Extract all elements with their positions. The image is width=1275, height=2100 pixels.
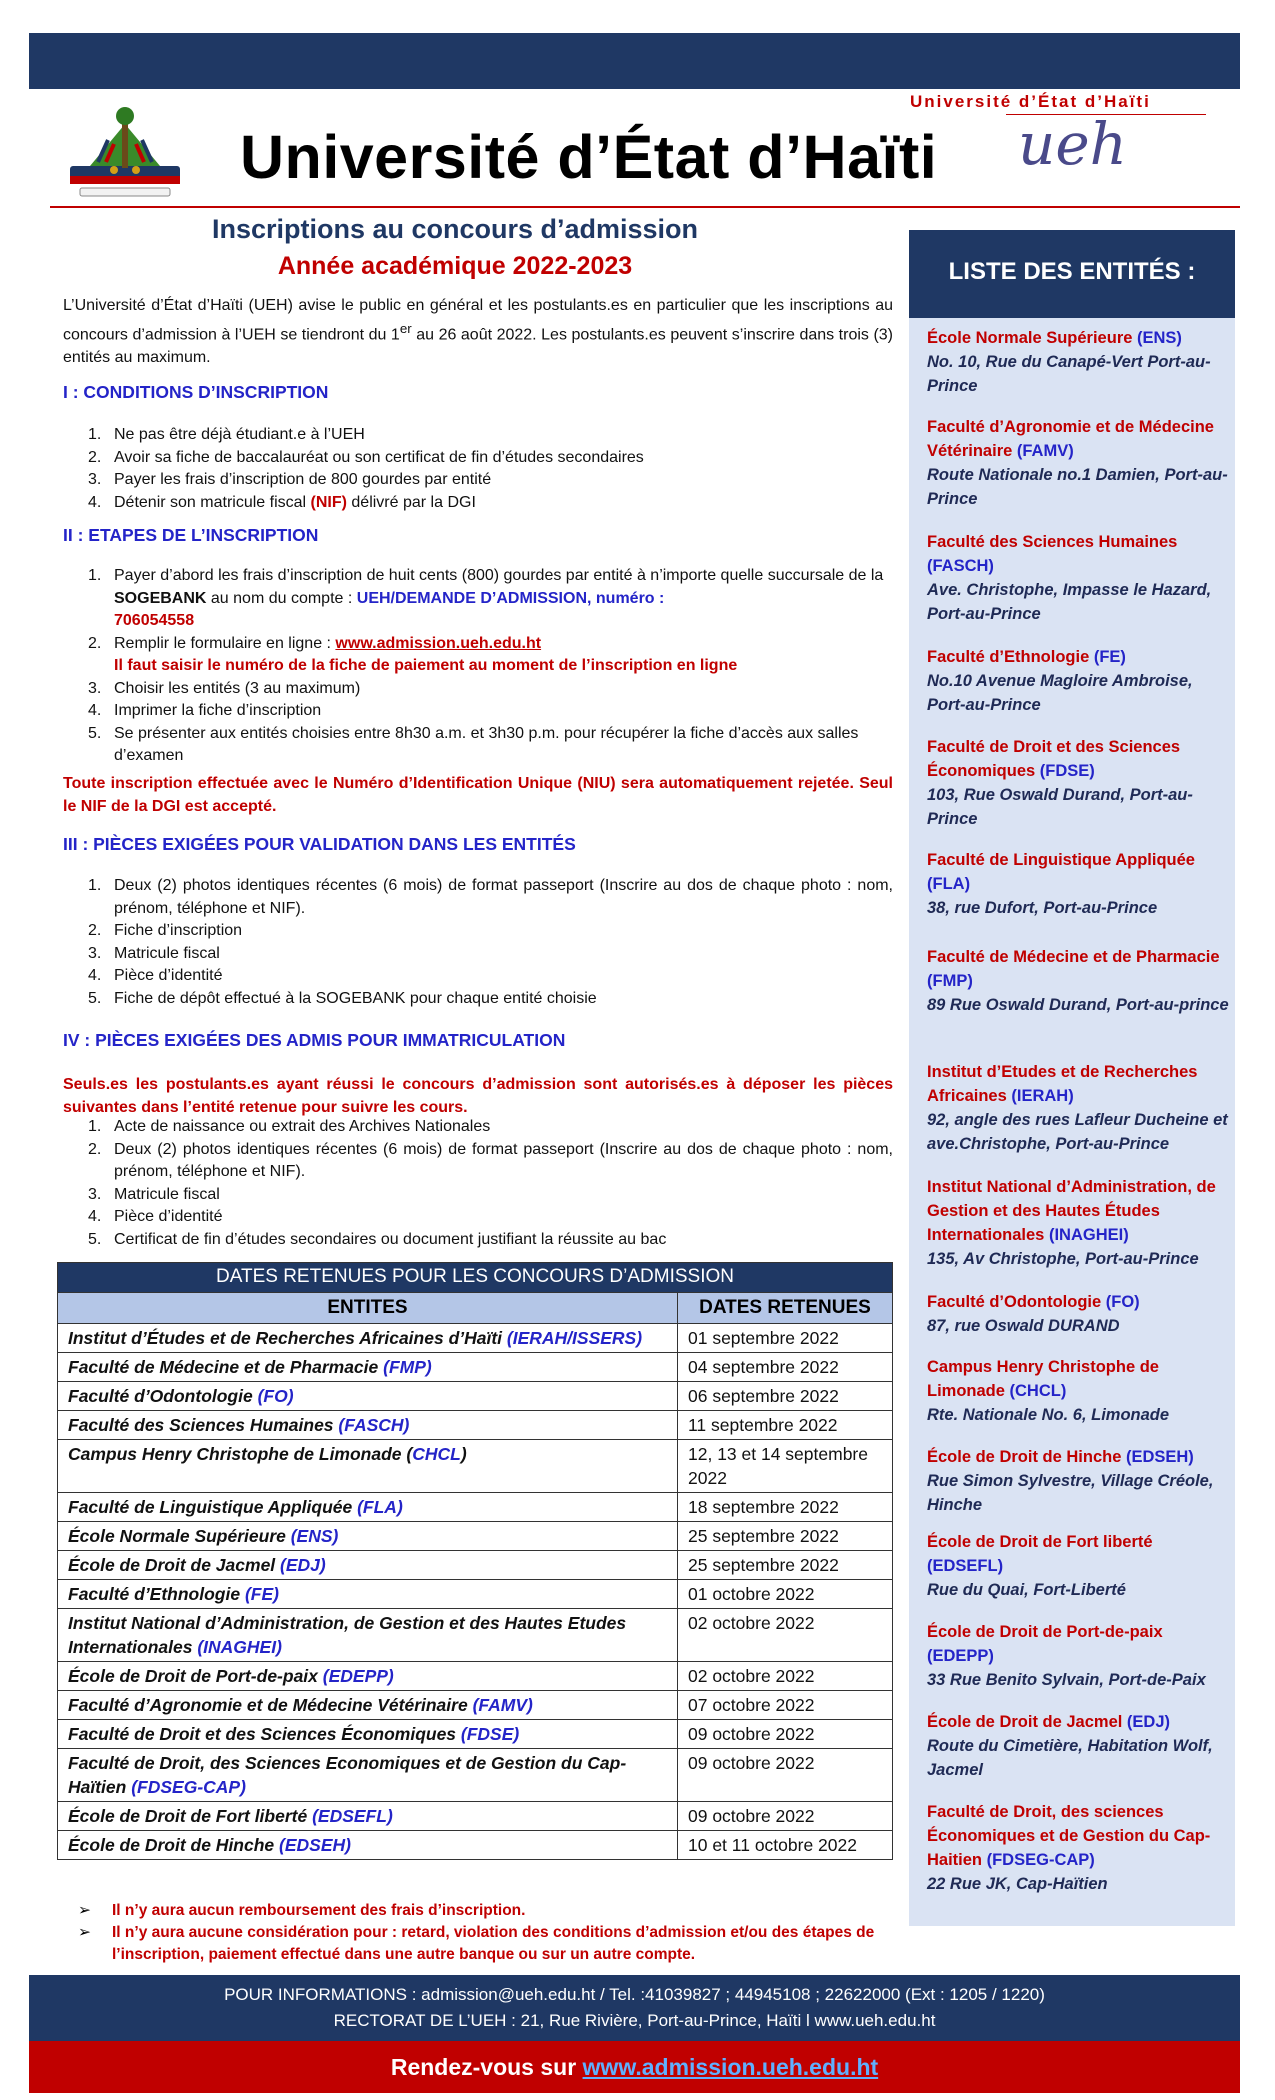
list-item: 2. Deux (2) photos identiques récentes (6 mois) de format passeport (Inscrire au dos de chaque photo : nom, prénom, téléphone et NIF).: [88, 1140, 893, 1180]
entity-entry: École de Droit de Port-de-paix (EDEPP) 33 Rue Benito Sylvain, Port-de-Paix: [927, 1623, 1206, 1689]
list-item: 2. Remplir le formulaire en ligne : www.admission.ueh.edu.ht Il faut saisir le numéro de la fiche de paiement au moment de l’inscription en ligne: [88, 634, 738, 674]
sidebar-title: LISTE DES ENTITÉS :: [909, 230, 1235, 318]
list-item: 4. Pièce d’identité: [88, 967, 223, 984]
table-row: [58, 1551, 893, 1580]
table-row: [58, 1324, 893, 1353]
entity-entry: Institut d’Etudes et de Recherches Africaines (IERAH) 92, angle des rues Lafleur Ducheine et ave.Christophe, Port-au-Prince: [927, 1063, 1228, 1153]
entity-entry: Faculté d’Odontologie (FO) 87, rue Oswald DURAND: [927, 1293, 1140, 1335]
university-title: Université d’État d’Haïti: [240, 123, 938, 191]
table-row: [58, 1493, 893, 1522]
contact-line: POUR INFORMATIONS : admission@ueh.edu.ht / Tel. :41039827 ; 44945108 ; 22622000 (Ext : 1205 / 1220): [224, 1985, 1045, 2004]
intro-paragraph: [63, 294, 893, 369]
section-1-title: I : CONDITIONS D’INSCRIPTION: [63, 382, 329, 402]
note-item: ➢ Il n’y aura aucune considération pour : retard, violation des conditions d’admission et/ou des étapes de l’inscription, paiement effectué dans une autre banque ou sur un autre compte.: [78, 1924, 875, 1963]
table-row: [58, 1691, 893, 1720]
date-cell: 09 octobre 2022: [678, 1802, 893, 1831]
intro-text-2: au 26 août 2022. Les postulants.es peuvent s’inscrire dans trois (3) entités au maximum.: [63, 326, 893, 367]
list-item: 1. Deux (2) photos identiques récentes (6 mois) de format passeport (Inscrire au dos de chaque photo : nom, prénom, téléphone et NIF).: [88, 877, 893, 917]
table-row: [58, 1353, 893, 1382]
date-cell: 01 octobre 2022: [678, 1580, 893, 1609]
entity-cell: Faculté des Sciences Humaines (FASCH): [58, 1411, 678, 1440]
list-item: 4. Pièce d’identité: [88, 1208, 223, 1225]
entity-cell: Campus Henry Christophe de Limonade (CHCL): [58, 1440, 678, 1493]
date-cell: 02 octobre 2022: [678, 1662, 893, 1691]
academic-year: Année académique 2022-2023: [277, 252, 633, 280]
ueh-logo: [906, 92, 1216, 202]
steps-list: [88, 565, 888, 768]
dates-table: [57, 1262, 893, 1860]
note-item: ➢ Il n’y aura aucun remboursement des frais d’inscription.: [78, 1900, 898, 1922]
entity-cell: Faculté de Droit, des Sciences Economiques et de Gestion du Cap-Haïtien (FDSEG-CAP): [58, 1749, 678, 1802]
section-3-title: III : PIÈCES EXIGÉES POUR VALIDATION DANS LES ENTITÉS: [63, 834, 576, 854]
list-item: 5. Se présenter aux entités choisies entre 8h30 a.m. et 3h30 p.m. pour récupérer la fiche d’accès aux salles d’examen: [88, 724, 859, 764]
list-item: 4. Imprimer la fiche d’inscription: [88, 702, 322, 719]
entity-cell: École de Droit de Fort liberté (EDSEFL): [58, 1802, 678, 1831]
date-cell: 25 septembre 2022: [678, 1522, 893, 1551]
entity-cell: École de Droit de Jacmel (EDJ): [58, 1551, 678, 1580]
section-4-title: IV : PIÈCES EXIGÉES DES ADMIS POUR IMMATRICULATION: [63, 1030, 566, 1050]
entity-entry: École de Droit de Jacmel (EDJ) Route du Cimetière, Habitation Wolf, Jacmel: [927, 1713, 1213, 1779]
entity-entry: Campus Henry Christophe de Limonade (CHCL) Rte. Nationale No. 6, Limonade: [927, 1358, 1170, 1424]
table-row: [58, 1662, 893, 1691]
table-row: [58, 1411, 893, 1440]
page-heading: Inscriptions au concours d’admission: [211, 214, 699, 244]
table-row: [58, 1382, 893, 1411]
entity-cell: Faculté de Médecine et de Pharmacie (FMP): [58, 1353, 678, 1382]
list-item: 1. Acte de naissance ou extrait des Archives Nationales: [88, 1118, 491, 1135]
list-item: 3. Matricule fiscal: [88, 1185, 220, 1203]
niu-warning: Toute inscription effectuée avec le Numéro d’Identification Unique (NIU) sera automatiquement rejetée. Seul le NIF de la DGI est accepté.: [63, 775, 893, 815]
table-row: [58, 1609, 893, 1662]
entity-cell: Institut d’Études et de Recherches Africaines d’Haïti (IERAH/ISSERS): [58, 1324, 678, 1353]
date-cell: 01 septembre 2022: [678, 1324, 893, 1353]
entity-entry: Faculté de Linguistique Appliquée (FLA) 38, rue Dufort, Port-au-Prince: [927, 851, 1195, 917]
list-item: 3. Choisir les entités (3 au maximum): [88, 679, 361, 697]
list-item: 5. Fiche de dépôt effectué à la SOGEBANK pour chaque entité choisie: [88, 989, 597, 1007]
date-cell: 04 septembre 2022: [678, 1353, 893, 1382]
table-row: [58, 1720, 893, 1749]
table-caption: DATES RETENUES POUR LES CONCOURS D’ADMISSION: [58, 1263, 893, 1293]
arrow-bullet-icon: ➢: [78, 1902, 91, 1919]
entity-entry: Faculté d’Agronomie et de Médecine Vétérinaire (FAMV) Route Nationale no.1 Damien, Port-au-Prince: [927, 418, 1228, 508]
cta-bar: [29, 2041, 1240, 2093]
entity-cell: Faculté de Droit et des Sciences Économiques (FDSE): [58, 1720, 678, 1749]
list-item: 1. Ne pas être déjà étudiant.e à l’UEH: [88, 426, 365, 443]
list-item: 1. Payer d’abord les frais d’inscription de huit cents (800) gourdes par entité à n’importe quelle succursale de la SOGEBANK au nom du compte : UEH/DEMANDE D’ADMISSION, numéro : 706054558: [88, 567, 884, 629]
entity-entry: Faculté des Sciences Humaines (FASCH) Ave. Christophe, Impasse le Hazard, Port-au-Prince: [927, 533, 1212, 623]
date-cell: 11 septembre 2022: [678, 1411, 893, 1440]
column-header-entities: ENTITES: [58, 1293, 678, 1324]
entity-cell: Faculté d’Ethnologie (FE): [58, 1580, 678, 1609]
entity-entry: École de Droit de Hinche (EDSEH) Rue Simon Sylvestre, Village Créole, Hinche: [927, 1448, 1214, 1514]
entity-entry: Faculté de Médecine et de Pharmacie (FMP) 89 Rue Oswald Durand, Port-au-prince: [927, 948, 1229, 1014]
admission-site-link[interactable]: www.admission.ueh.edu.ht: [582, 2054, 879, 2080]
date-cell: 10 et 11 octobre 2022: [678, 1831, 893, 1860]
intro-text-1: L’Université d’État d’Haïti (UEH) avise le public en général et les postulants.es en particulier que les inscriptions au concours d’admission à l’UEH se tiendront du 1: [63, 297, 893, 344]
date-cell: 18 septembre 2022: [678, 1493, 893, 1522]
table-row: [58, 1580, 893, 1609]
date-cell: 07 octobre 2022: [678, 1691, 893, 1720]
list-item: 4. Détenir son matricule fiscal (NIF) délivré par la DGI: [88, 493, 476, 511]
validation-list: [88, 875, 893, 1010]
haiti-coat-of-arms-icon: [50, 104, 200, 204]
section-2-title: II : ETAPES DE L’INSCRIPTION: [63, 525, 319, 545]
list-item: 3. Payer les frais d’inscription de 800 gourdes par entité: [88, 471, 492, 488]
list-item: 5. Certificat de fin d’études secondaires ou document justifiant la réussite au bac: [88, 1230, 667, 1248]
table-row: [58, 1440, 893, 1493]
entity-entry: Faculté d’Ethnologie (FE) No.10 Avenue Magloire Ambroise, Port-au-Prince: [927, 648, 1193, 714]
table-row: [58, 1831, 893, 1860]
intro-sup: er: [399, 321, 412, 336]
conditions-list: [88, 424, 888, 514]
cta-text: Rendez-vous sur: [390, 2054, 583, 2080]
date-cell: 02 octobre 2022: [678, 1609, 893, 1662]
entity-cell: Faculté de Linguistique Appliquée (FLA): [58, 1493, 678, 1522]
entity-cell: École Normale Supérieure (ENS): [58, 1522, 678, 1551]
arrow-bullet-icon: ➢: [78, 1924, 91, 1941]
table-row: [58, 1749, 893, 1802]
contact-footer: [29, 1975, 1240, 2041]
entity-cell: Institut National d’Administration, de Gestion et des Hautes Etudes Internationales (INAGHEI): [58, 1609, 678, 1662]
list-item: 2. Avoir sa fiche de baccalauréat ou son certificat de fin d’études secondaires: [88, 448, 644, 466]
date-cell: 09 octobre 2022: [678, 1720, 893, 1749]
date-cell: 09 octobre 2022: [678, 1749, 893, 1802]
address-line: RECTORAT DE L’UEH : 21, Rue Rivière, Port-au-Prince, Haïti l www.ueh.edu.ht: [333, 2011, 936, 2030]
immatriculation-intro: Seuls.es les postulants.es ayant réussi le concours d’admission sont autorisés.es à déposer les pièces suivantes dans l’entité retenue pour suivre les cours.: [63, 1076, 893, 1116]
table-row: [58, 1802, 893, 1831]
logo-mark: ueh: [1018, 110, 1128, 178]
list-item: 2. Fiche d’inscription: [88, 922, 243, 939]
top-banner: [29, 33, 1240, 89]
entity-entry: Institut National d’Administration, de Gestion et des Hautes Études Internationales (INAGHEI) 135, Av Christophe, Port-au-Prince: [927, 1178, 1216, 1268]
entity-entry: Faculté de Droit et des Sciences Économiques (FDSE) 103, Rue Oswald Durand, Port-au-Prince: [927, 738, 1193, 828]
entity-cell: École de Droit de Port-de-paix (EDEPP): [58, 1662, 678, 1691]
logo-text: Université d’État d’Haïti: [910, 92, 1151, 111]
entity-entry: École Normale Supérieure (ENS) No. 10, Rue du Canapé-Vert Port-au-Prince: [927, 329, 1211, 395]
date-cell: 12, 13 et 14 septembre 2022: [678, 1440, 893, 1493]
admission-link[interactable]: www.admission.ueh.edu.ht: [335, 634, 542, 652]
column-header-dates: DATES RETENUES: [678, 1293, 893, 1324]
entity-cell: École de Droit de Hinche (EDSEH): [58, 1831, 678, 1860]
date-cell: 25 septembre 2022: [678, 1551, 893, 1580]
title-divider: [50, 206, 1240, 208]
immatriculation-list: [88, 1116, 893, 1251]
entity-entry: École de Droit de Fort liberté (EDSEFL) Rue du Quai, Fort-Liberté: [927, 1533, 1153, 1599]
entity-cell: Faculté d’Agronomie et de Médecine Vétérinaire (FAMV): [58, 1691, 678, 1720]
table-row: [58, 1522, 893, 1551]
notes: [78, 1900, 898, 1966]
list-item: 3. Matricule fiscal: [88, 944, 220, 962]
entity-entry: Faculté de Droit, des sciences Économiques et de Gestion du Cap-Haitien (FDSEG-CAP) 22 Rue JK, Cap-Haïtien: [927, 1803, 1211, 1893]
entity-cell: Faculté d’Odontologie (FO): [58, 1382, 678, 1411]
date-cell: 06 septembre 2022: [678, 1382, 893, 1411]
